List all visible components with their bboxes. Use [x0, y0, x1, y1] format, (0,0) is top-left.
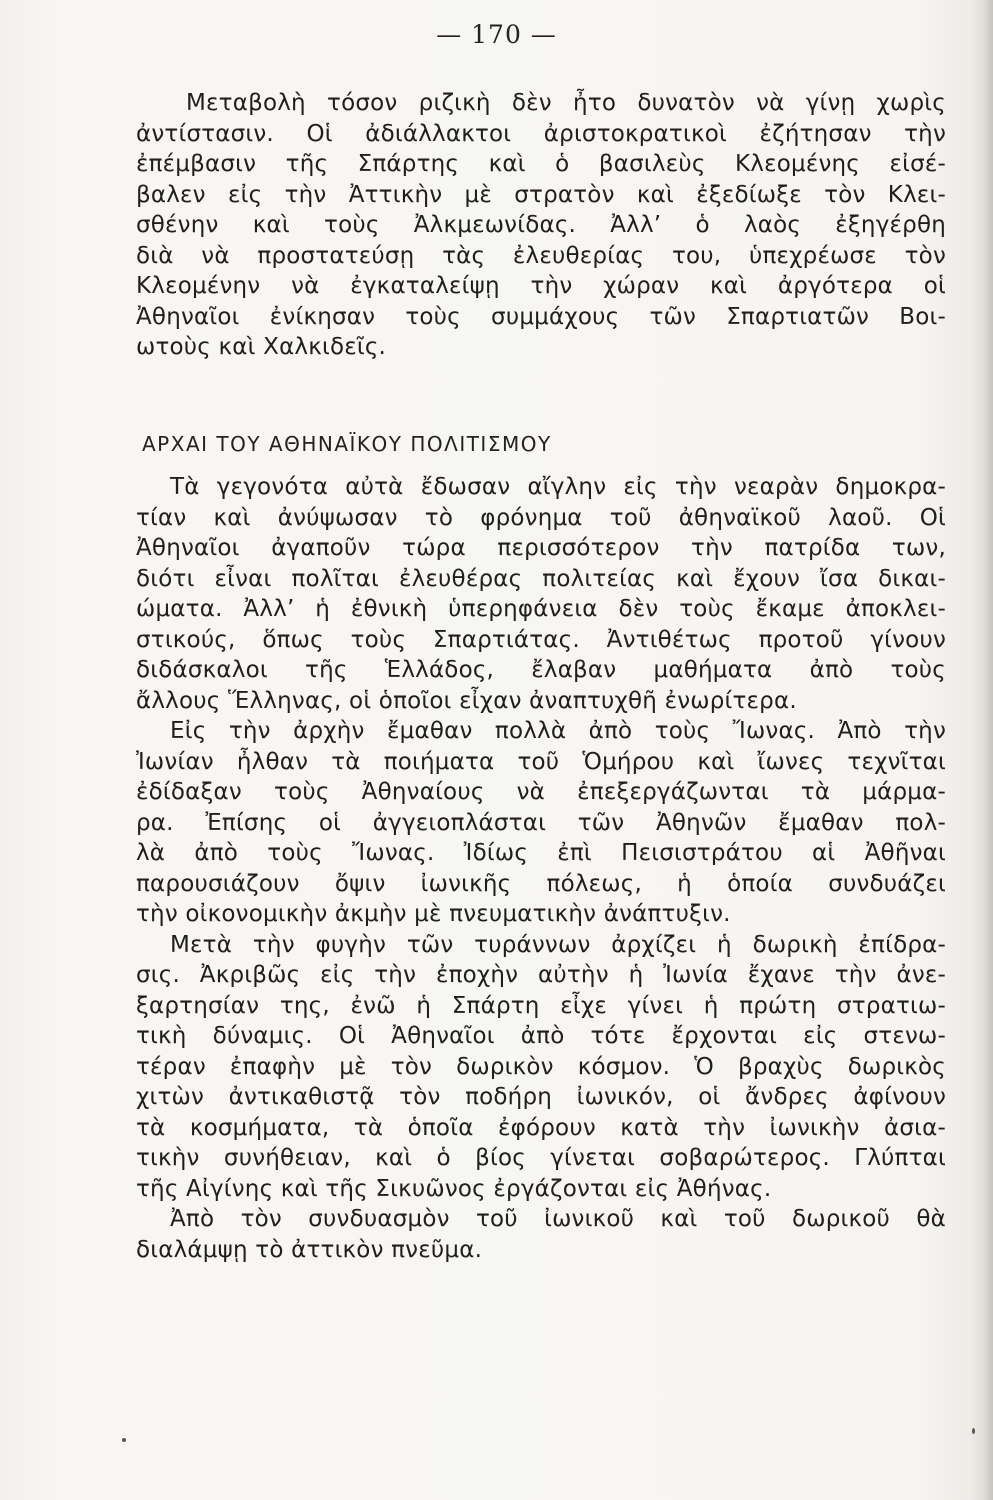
text-line: χιτὼν ἀντικαθιστᾷ τὸν ποδήρη ἰωνικόν, οἱ ἄνδρες ἀφίνουν	[136, 1084, 946, 1110]
text-line: Ἀθηναῖοι ἀγαποῦν τώρα περισσότερον τὴν πατρίδα των,	[136, 535, 946, 561]
page-edge-shadow	[971, 0, 993, 1500]
text-line: σθένην καὶ τοὺς Ἀλκμεωνίδας. Ἀλλ’ ὁ λαὸς ἐξηγέρθη	[136, 212, 946, 238]
text-line: Ἀπὸ τὸν συνδυασμὸν τοῦ ἰωνικοῦ καὶ τοῦ δωρικοῦ θὰ	[170, 1206, 946, 1232]
text-line: ἀντίστασιν. Οἱ ἀδιάλλακτοι ἀριστοκρατικοὶ ἐζήτησαν τὴν	[136, 120, 946, 147]
section-heading: ΑΡΧΑΙ ΤΟΥ ΑΘΗΝΑΪΚΟΥ ΠΟΛΙΤΙΣΜΟΥ	[142, 432, 552, 456]
text-line: ἐπέμβασιν τῆς Σπάρτης καὶ ὁ βασιλεὺς Κλεομένης εἰσέ-	[136, 151, 946, 177]
paragraph-2	[136, 472, 946, 1265]
text-line: στικούς, ὅπως τοὺς Σπαρτιάτας. Ἀντιθέτως προτοῦ γίνουν	[136, 626, 946, 653]
text-line: τὴν οἰκονομικὴν ἀκμὴν μὲ πνευματικὴν ἀνάπτυξιν.	[136, 901, 731, 927]
print-speck	[972, 1428, 975, 1434]
text-line: ξαρτησίαν της, ἐνῶ ἡ Σπάρτη εἶχε γίνει ἡ πρώτη στρατιω-	[136, 992, 946, 1019]
text-line: Μεταβολὴ τόσον ριζικὴ δὲν ἦτο δυνατὸν νὰ γίνῃ χωρὶς	[186, 90, 946, 116]
text-line: τῆς Αἰγίνης καὶ τῆς Σικυῶνος ἐργάζονται εἰς Ἀθήνας.	[136, 1175, 772, 1202]
text-line: βαλεν εἰς τὴν Ἀττικὴν μὲ στρατὸν καὶ ἐξεδίωξε τὸν Κλει-	[136, 181, 946, 208]
text-line: τέραν ἐπαφὴν μὲ τὸν δωρικὸν κόσμον. Ὁ βραχὺς δωρικὸς	[136, 1053, 946, 1080]
paragraph-1	[136, 88, 946, 363]
text-line: ωτοὺς καὶ Χαλκιδεῖς.	[136, 334, 387, 360]
print-speck	[122, 1438, 126, 1442]
text-line: διότι εἶναι πολῖται ἐλευθέρας πολιτείας καὶ ἔχουν ἴσα δικαι-	[136, 565, 946, 592]
text-line: τὰ κοσμήματα, τὰ ὁποῖα ἐφόρουν κατὰ τὴν ἰωνικὴν ἀσια-	[136, 1114, 946, 1141]
text-line: τικὴ δύναμις. Οἱ Ἀθηναῖοι ἀπὸ τότε ἔρχονται εἰς στενω-	[136, 1023, 946, 1049]
text-line: τίαν καὶ ἀνύψωσαν τὸ φρόνημα τοῦ ἀθηναϊκοῦ λαοῦ. Οἱ	[136, 504, 946, 531]
text-line: ρα. Ἐπίσης οἱ ἀγγειοπλάσται τῶν Ἀθηνῶν ἔμαθαν πολ-	[136, 809, 946, 836]
text-line: Κλεομένην νὰ ἐγκαταλείψῃ τὴν χώραν καὶ ἀργότερα οἱ	[136, 273, 946, 299]
text-line: ώματα. Ἀλλ’ ἡ ἐθνικὴ ὑπερηφάνεια δὲν τοὺς ἔκαμε ἀποκλει-	[136, 596, 946, 622]
page-number: — 170 —	[436, 20, 557, 49]
text-line: ἐδίδαξαν τοὺς Ἀθηναίους νὰ ἐπεξεργάζωνται τὰ μάρμα-	[136, 779, 946, 805]
text-line: τικὴν συνήθειαν, καὶ ὁ βίος γίνεται σοβαρώτερος. Γλύπται	[136, 1145, 946, 1171]
text-line: Τὰ γεγονότα αὐτὰ ἔδωσαν αἴγλην εἰς τὴν νεαρὰν δημοκρα-	[170, 474, 946, 500]
text-line: Ἀθηναῖοι ἐνίκησαν τοὺς συμμάχους τῶν Σπαρτιατῶν Βοι-	[136, 303, 946, 330]
text-line: σις. Ἀκριβῶς εἰς τὴν ἐποχὴν αὐτὴν ἡ Ἰωνία ἔχανε τὴν ἀνε-	[136, 962, 946, 988]
text-line: Ἰωνίαν ἦλθαν τὰ ποιήματα τοῦ Ὁμήρου καὶ ἴωνες τεχνῖται	[136, 748, 946, 775]
text-line: διὰ νὰ προστατεύσῃ τὰς ἐλευθερίας του, ὑπεχρέωσε τὸν	[136, 242, 946, 269]
text-line: Μετὰ τὴν φυγὴν τῶν τυράννων ἀρχίζει ἡ δωρικὴ ἐπίδρα-	[170, 931, 946, 958]
text-line: Εἰς τὴν ἀρχὴν ἔμαθαν πολλὰ ἀπὸ τοὺς Ἴωνας. Ἀπὸ τὴν	[170, 718, 946, 744]
text-line: διαλάμψῃ τὸ ἀττικὸν πνεῦμα.	[136, 1236, 483, 1263]
text-line: διδάσκαλοι τῆς Ἑλλάδος, ἔλαβαν μαθήματα ἀπὸ τοὺς	[136, 657, 946, 683]
text-line: λὰ ἀπὸ τοὺς Ἴωνας. Ἰδίως ἐπὶ Πεισιστράτου αἱ Ἀθῆναι	[136, 840, 946, 866]
text-line: ἄλλους Ἕλληνας, οἱ ὁποῖοι εἶχαν ἀναπτυχθῆ ἐνωρίτερα.	[136, 687, 797, 714]
text-line: παρουσιάζουν ὄψιν ἰωνικῆς πόλεως, ἡ ὁποία συνδυάζει	[136, 870, 946, 897]
